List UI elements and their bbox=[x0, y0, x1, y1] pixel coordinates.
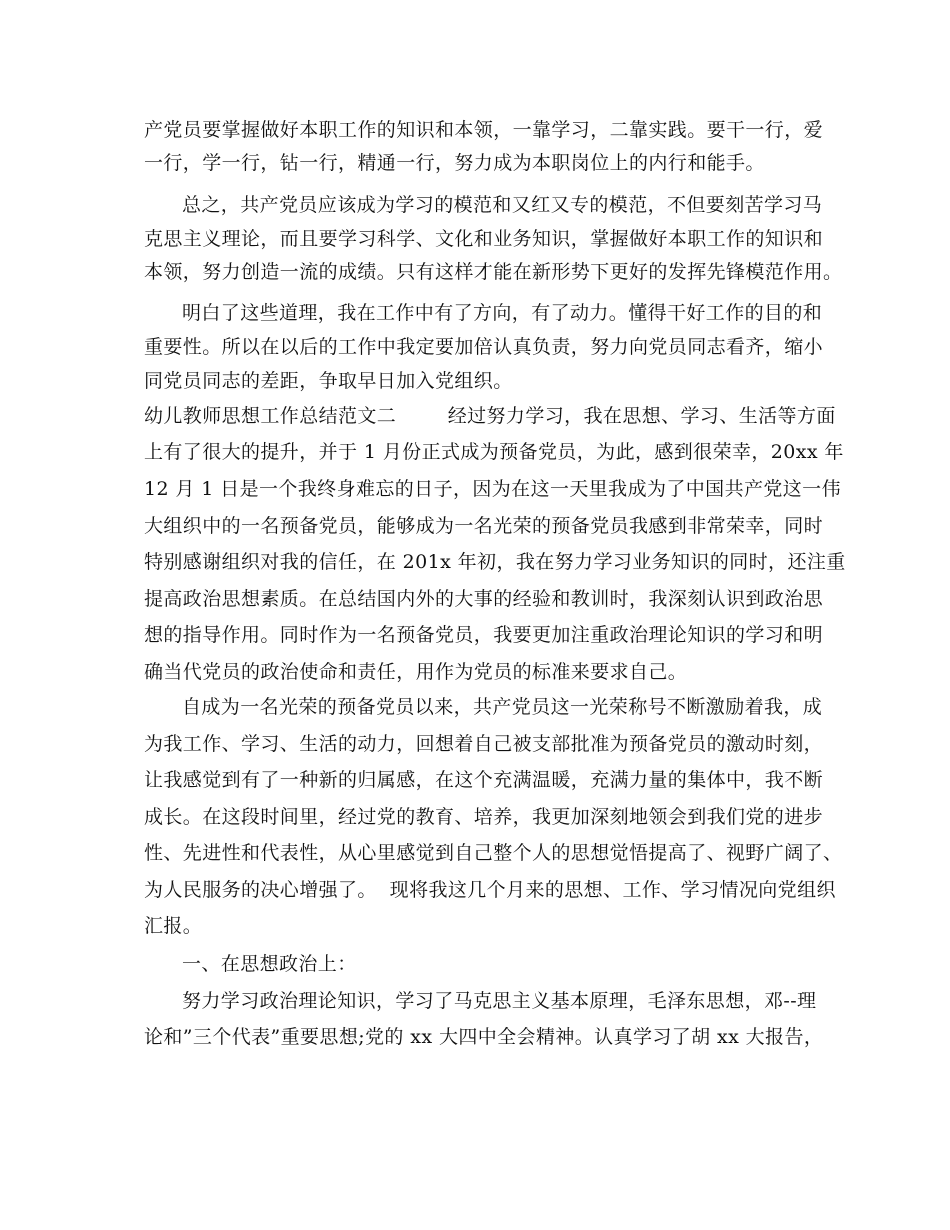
paragraph-start-line: 努力学习政治理论知识，学习了马克思主义基本原理，毛泽东思想，邓--理 bbox=[182, 990, 817, 1012]
text-line: 确当代党员的政治使命和责任，用作为党员的标准来要求自己。 bbox=[144, 661, 688, 683]
paragraph-start-line: 明白了这些道理，我在工作中有了方向，有了动力。懂得干好工作的目的和 bbox=[182, 302, 823, 324]
heading-line: 一、在思想政治上： bbox=[182, 953, 357, 975]
text-line: 为人民服务的决心增强了。 现将我这几个月来的思想、工作、学习情况向党组织 bbox=[144, 879, 836, 901]
text-line: 一行，学一行，钻一行，精通一行，努力成为本职岗位上的内行和能手。 bbox=[144, 152, 765, 174]
text-line: 特别感谢组织对我的信任，在 201x 年初，我在努力学习业务知识的同时，还注重 bbox=[144, 551, 846, 573]
text-line: 为我工作、学习、生活的动力，回想着自己被支部批准为预备党员的激动时刻， bbox=[144, 733, 824, 755]
text-line: 论和”三个代表”重要思想;党的 xx 大四中全会精神。认真学习了胡 xx 大报告， bbox=[144, 1026, 824, 1048]
text-line: 12 月 1 日是一个我终身难忘的日子，因为在这一天里我成为了中国共产党这一伟 bbox=[144, 478, 841, 500]
paragraph-start-line: 自成为一名光荣的预备党员以来，共产党员这一光荣称号不断激励着我，成 bbox=[182, 696, 823, 718]
text-line: 性、先进性和代表性，从心里感觉到自己整个人的思想觉悟提高了、视野广阔了、 bbox=[144, 842, 843, 864]
text-line: 克思主义理论，而且要学习科学、文化和业务知识，掌握做好本职工作的知识和 bbox=[144, 228, 824, 250]
text-line: 产党员要掌握做好本职工作的知识和本领，一靠学习，二靠实践。要干一行，爱 bbox=[144, 119, 824, 141]
text-line: 让我感觉到有了一种新的归属感，在这个充满温暖，充满力量的集体中，我不断 bbox=[144, 769, 824, 791]
text-line: 同党员同志的差距，争取早日加入党组织。 bbox=[144, 370, 513, 392]
text-line: 成长。在这段时间里，经过党的教育、培养，我更加深刻地领会到我们党的进步 bbox=[144, 806, 824, 828]
section-title-line: 幼儿教师思想工作总结范文二 经过努力学习，我在思想、学习、生活等方面 bbox=[144, 405, 836, 427]
text-line: 汇报。 bbox=[144, 915, 203, 937]
text-line: 大组织中的一名预备党员，能够成为一名光荣的预备党员我感到非常荣幸，同时 bbox=[144, 515, 824, 537]
text-line: 想的指导作用。同时作为一名预备党员，我要更加注重政治理论知识的学习和明 bbox=[144, 624, 824, 646]
text-line: 重要性。所以在以后的工作中我定要加倍认真负责，努力向党员同志看齐，缩小 bbox=[144, 336, 824, 358]
paragraph-start-line: 总之，共产党员应该成为学习的模范和又红又专的模范，不但要刻苦学习马 bbox=[182, 194, 823, 216]
text-line: 上有了很大的提升，并于 1 月份正式成为预备党员，为此，感到很荣幸，20xx 年 bbox=[144, 441, 844, 463]
text-line: 本领，努力创造一流的成绩。只有这样才能在新形势下更好的发挥先锋模范作用。 bbox=[144, 261, 843, 283]
text-line: 提高政治思想素质。在总结国内外的大事的经验和教训时，我深刻认识到政治思 bbox=[144, 588, 824, 610]
